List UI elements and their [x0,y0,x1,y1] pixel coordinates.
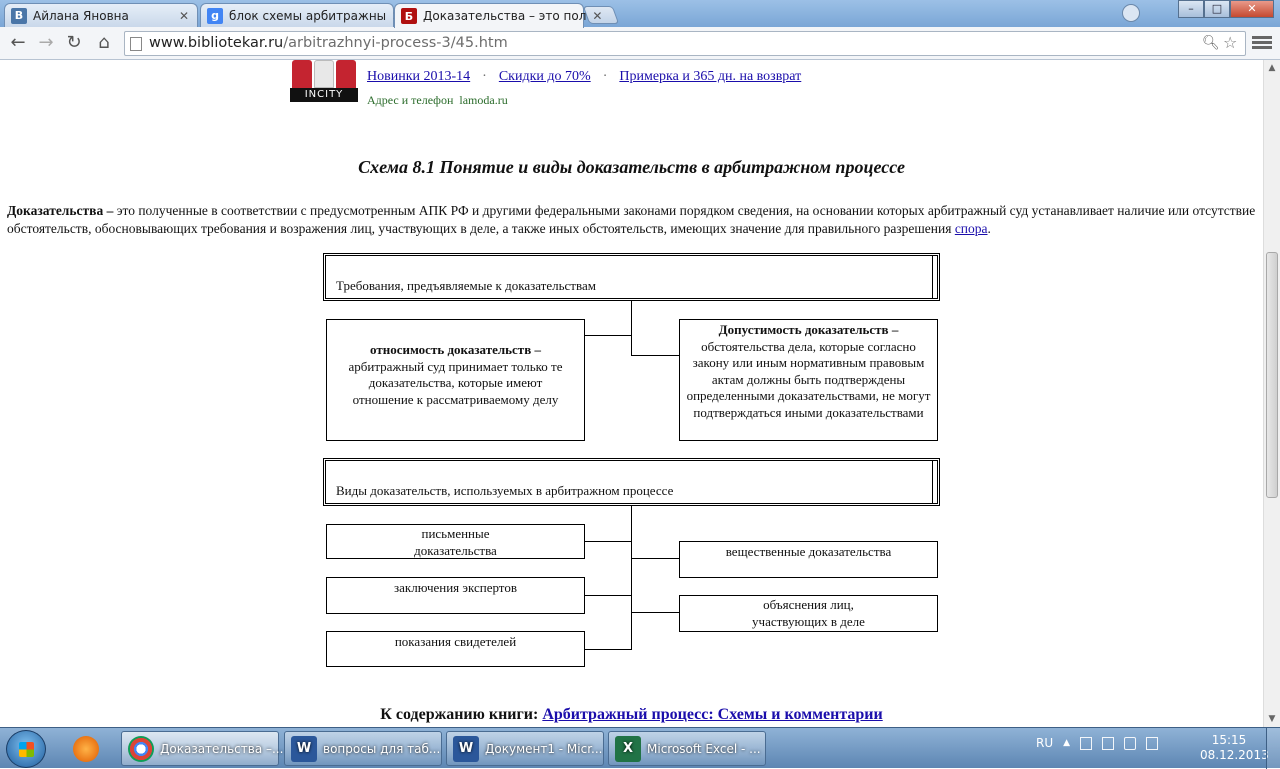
power-icon[interactable] [1146,737,1158,750]
coat-image [292,60,312,88]
show-hidden-icons-icon[interactable]: ▲ [1063,738,1071,748]
admissibility-text: обстоятельства дела, которые согласно закону или иным нормативным правовым актам должны быть подтверждены определенными доказательствами, не могут подтверждаться иными доказательствами [686,338,931,420]
tab-block-schemes[interactable] [200,3,394,27]
forward-arrow-icon[interactable]: → [38,32,54,53]
toc-label: К содержанию книги: [380,706,539,723]
taskbar-item-title: Доказательства –... [160,741,284,756]
definition-text: это полученные в соответствии с предусмотренным АПК РФ и другими федеральными законами порядком сведения, на основании которых арбитражный суд устанавливает наличие или отсутствие обстоятельств, обосновывающих требования и возражения лиц, участвующих в деле, а также иных обстоятельств, имеющих значение для правильного разрешения [7,203,1256,236]
excel-icon: X [615,736,641,762]
type-physical-evidence: вещественные доказательства [679,541,938,578]
search-icon[interactable]: 🔍︎ [1202,35,1220,51]
system-clock[interactable] [1200,733,1269,763]
clock-time: 15:15 [1211,733,1247,747]
network-icon[interactable] [1102,737,1114,750]
url-host: www.bibliotekar.ru [149,35,284,51]
tab-title: Доказательства – это пол [423,9,587,23]
scroll-up-arrow-icon[interactable]: ▲ [1268,63,1276,73]
scrollbar-thumb[interactable] [1266,252,1278,498]
ad-link-new[interactable]: Новинки 2013-14 [367,69,471,84]
clock-date: 08.12.2013 [1200,748,1269,762]
definition-paragraph [7,202,1257,238]
type-witness-testimony: показания свидетелей [326,631,585,667]
ad-contact-label: Адрес и телефон [367,93,454,107]
ad-image[interactable] [290,60,358,102]
incity-logo: INCITY [290,88,358,102]
type-expert-conclusions: заключения экспертов [326,577,585,614]
connector [631,558,679,559]
page-viewport [0,60,1263,727]
tab-close-icon[interactable]: ✕ [592,9,603,23]
scheme-title: Схема 8.1 Понятие и виды доказательств в арбитражном процессе [358,157,905,177]
taskbar-item-word-doc1[interactable] [446,731,604,766]
ad-contact-site: lamoda.ru [459,93,508,107]
volume-icon[interactable] [1124,737,1136,750]
scroll-down-arrow-icon[interactable]: ▼ [1268,714,1276,724]
requirements-header-box [323,253,940,301]
start-button[interactable] [6,730,46,768]
tab-evidence-active[interactable] [394,3,603,28]
url-path: /arbitrazhnyi-process-3/45.htm [283,35,508,51]
separator: · [602,69,608,84]
types-header-box [323,458,940,506]
back-arrow-icon[interactable]: ← [10,32,26,53]
relevance-title: относимость доказательств – [370,342,541,357]
types-header: Виды доказательств, используемых в арбитражном процессе [336,483,674,498]
type-written-evidence: письменные доказательства [326,524,585,559]
action-center-flag-icon[interactable] [1080,737,1092,750]
dispute-link[interactable]: спора [954,221,988,236]
vk-favicon-icon: В [11,8,27,24]
browser-toolbar [0,27,1280,60]
definition-term: Доказательства – [7,203,114,218]
media-player-icon [73,736,99,762]
table-of-contents-line [0,706,1263,724]
tab-strip [0,0,1280,27]
minimize-button[interactable]: – [1178,0,1204,18]
ad-contact[interactable] [367,93,508,108]
requirements-header: Требования, предъявляемые к доказательствам [336,278,596,293]
address-bar[interactable] [124,31,1246,56]
media-player-pinned-icon[interactable] [60,731,112,766]
coat-image [314,60,334,88]
bibliotekar-favicon-icon: Б [401,8,417,24]
toc-book-link[interactable]: Арбитражный процесс: Схемы и комментарии [542,706,883,723]
connector [585,595,631,596]
taskbar-item-chrome[interactable] [121,731,284,766]
connector [585,335,631,336]
inner-rule [932,461,933,503]
relevance-text: арбитражный суд принимает только те доказательства, которые имеют отношение к рассматриваемому делу [348,358,563,407]
word-icon: W [291,736,317,762]
connector [585,541,631,542]
admissibility-title: Допустимость доказательств – [718,322,899,337]
window-controls [1178,0,1274,18]
taskbar-item-word-questions[interactable] [284,731,442,766]
vertical-scrollbar[interactable] [1263,60,1280,727]
home-icon[interactable]: ⌂ [98,32,110,53]
tab-close-icon[interactable]: ✕ [178,8,190,23]
tab-title: Айлана Яновна [33,8,129,23]
coat-image [336,60,356,88]
connector [631,301,632,356]
user-profile-icon[interactable] [1122,4,1140,22]
windows-taskbar [0,727,1280,768]
bookmark-star-icon[interactable]: ☆ [1223,33,1238,52]
definition-end: . [987,221,991,236]
separator: · [482,69,487,84]
chrome-icon [128,736,154,762]
taskbar-item-excel[interactable] [608,731,766,766]
inner-rule [932,256,933,298]
taskbar-item-title: Документ1 - Micr... [485,741,603,756]
type-party-explanations: объяснения лиц, участвующих в деле [679,595,938,632]
word-icon: W [453,736,479,762]
google-favicon-icon: g [207,8,223,24]
tab-aylana[interactable] [4,3,198,27]
tab-title: блок схемы арбитражны [229,8,387,23]
taskbar-item-title: Microsoft Excel - ... [647,741,761,756]
connector [631,506,632,650]
relevance-box [326,319,585,441]
ad-link-sale[interactable]: Скидки до 70% [498,69,591,84]
connector [631,612,679,613]
reload-icon[interactable]: ↻ [66,32,82,53]
admissibility-box [679,319,938,441]
connector [631,355,679,356]
show-desktop-button[interactable] [1266,728,1280,769]
page-icon [130,37,142,51]
connector [585,649,631,650]
system-tray [1036,736,1158,750]
close-window-button[interactable]: ✕ [1230,0,1274,18]
taskbar-item-title: вопросы для таб... [323,741,441,756]
chrome-menu-icon[interactable] [1252,34,1272,52]
ad-links [367,69,801,85]
ad-link-fitting[interactable]: Примерка и 365 дн. на возврат [619,69,802,84]
maximize-button[interactable]: □ [1204,0,1230,18]
language-indicator[interactable]: RU [1036,736,1054,750]
